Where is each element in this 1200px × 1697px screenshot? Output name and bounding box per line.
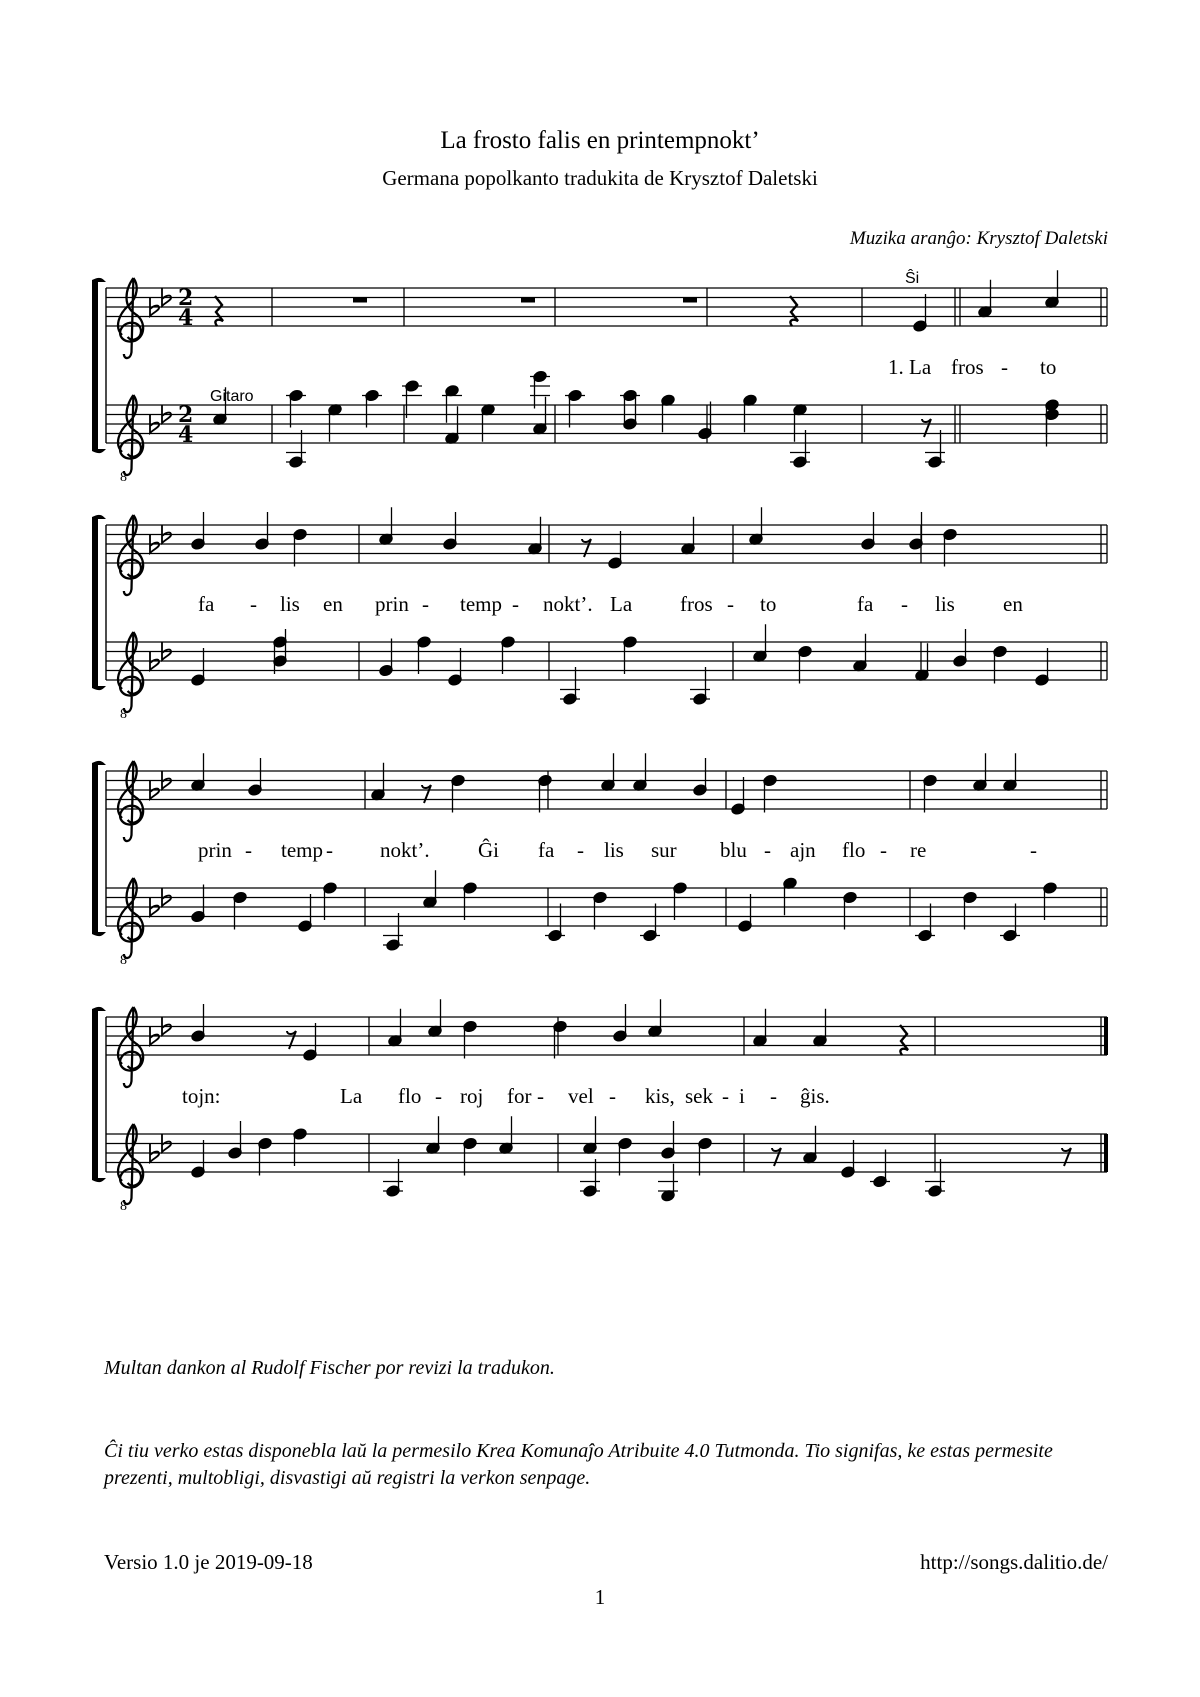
key-signature-flats: [150, 288, 171, 316]
lyric-syllable: i: [739, 1084, 745, 1108]
lyric-syllable: -: [245, 838, 252, 862]
notes-layer: [191, 270, 1071, 1202]
lyric-syllable: -: [435, 1084, 442, 1108]
instrument-label: Gitaro: [210, 388, 254, 405]
lyric-syllable: -: [537, 1084, 544, 1108]
octave-marking: 8: [120, 1199, 127, 1214]
website-url: http://songs.dalitio.de/: [920, 1550, 1108, 1574]
system-bracket: [92, 761, 106, 936]
chord-symbol: Ŝi: [905, 270, 920, 287]
key-signature-flats: [150, 771, 171, 799]
time-signature-top: 2: [178, 285, 194, 311]
key-signature-flats: [150, 1134, 171, 1162]
lyric-syllable: en: [1003, 592, 1023, 616]
lyric-syllable: Ĝi: [478, 838, 499, 862]
lyric-syllable: kis,: [645, 1084, 675, 1108]
guitar-staff: [106, 395, 1107, 475]
lyric-syllable: -: [609, 1084, 616, 1108]
treble-clef-icon: [118, 878, 143, 958]
song-subtitle: Germana popolkanto tradukita de Krysztof Daletski: [382, 166, 818, 190]
lyric-syllable: -: [326, 838, 333, 862]
system-bracket: [92, 278, 106, 453]
key-signature-flats: [150, 888, 171, 916]
treble-clef-icon: [118, 1124, 143, 1204]
lyric-syllable: to: [1040, 355, 1057, 379]
lyric-syllable: temp: [281, 838, 323, 862]
lyric-syllable: La: [610, 592, 633, 616]
guitar-staff: [106, 1124, 1107, 1204]
lyric-syllable: ajn: [790, 838, 816, 862]
eighth-rest-icon: [772, 1148, 781, 1166]
lyric-syllable: blu: [720, 838, 747, 862]
lyric-syllable: fa: [857, 592, 874, 616]
lyric-syllable: lis: [280, 592, 300, 616]
lyric-syllable: nokt’.: [543, 592, 593, 616]
guitar-staff: [106, 632, 1107, 712]
lyric-syllable: prin: [198, 838, 232, 862]
voice-staff: [106, 515, 1107, 595]
voice-staff: [106, 1007, 1107, 1087]
octave-marking: 8: [120, 470, 127, 485]
lyric-syllable: for: [507, 1084, 532, 1108]
time-signature-top: 2: [178, 402, 194, 428]
thanks-note: Multan dankon al Rudolf Fischer por revizi la tradukon.: [104, 1357, 555, 1379]
arranger-credit: Muzika aranĝo: Krysztof Daletski: [849, 228, 1108, 249]
whole-rest-icon: [521, 298, 535, 303]
voice-staff: [106, 761, 1107, 841]
lyric-syllable: -: [880, 838, 887, 862]
time-signature-bottom: 4: [178, 422, 194, 448]
lyric-syllable: flo: [398, 1084, 422, 1108]
staff-systems: [92, 278, 1108, 1214]
treble-clef-icon: [118, 278, 143, 358]
system-bracket: [92, 515, 106, 690]
final-barline-thick: [1104, 1017, 1108, 1055]
lyric-syllable: re: [910, 838, 927, 862]
lyric-syllable: -: [770, 1084, 777, 1108]
lyric-syllable: -: [764, 838, 771, 862]
eighth-rest-icon: [287, 1031, 296, 1049]
eighth-rest-icon: [582, 539, 591, 557]
lyric-syllable: -: [1001, 355, 1008, 379]
system-bracket: [92, 1007, 106, 1182]
lyric-syllable: en: [323, 592, 343, 616]
license-text: Ĉi tiu verko estas disponebla laŭ la permesilo Krea Komunaĵo Atribuite 4.0 Tutmonda. Tio signifas, ke estas permesite prezenti, multobligi, disvastigi aŭ registri la verkon senpage.: [104, 1440, 1053, 1489]
page-number: 1: [594, 1585, 606, 1609]
lyric-syllable: tojn:: [182, 1084, 221, 1108]
lyric-syllable: vel: [568, 1084, 594, 1108]
treble-clef-icon: [118, 1007, 143, 1087]
treble-clef-icon: [118, 632, 143, 712]
lyrics-layer: [182, 355, 1056, 1108]
lyric-syllable: to: [760, 592, 777, 616]
whole-rest-icon: [353, 298, 367, 303]
lyric-syllable: ĝis.: [800, 1084, 830, 1108]
lyric-syllable: lis: [604, 838, 624, 862]
lyric-syllable: -: [722, 1084, 729, 1108]
lyric-syllable: lis: [935, 592, 955, 616]
lyric-syllable: -: [422, 592, 429, 616]
version-info: Versio 1.0 je 2019-09-18: [104, 1550, 313, 1574]
key-signature-flats: [150, 642, 171, 670]
octave-marking: 8: [120, 707, 127, 722]
treble-clef-icon: [118, 515, 143, 595]
lyric-syllable: -: [1030, 838, 1037, 862]
lyric-syllable: fros: [951, 355, 984, 379]
key-signature-flats: [150, 1017, 171, 1045]
lyric-syllable: flo: [842, 838, 866, 862]
lyric-syllable: 1. La: [888, 355, 932, 379]
key-signature-flats: [150, 405, 171, 433]
quarter-rest-icon: [790, 296, 798, 326]
lyric-syllable: sur: [651, 838, 677, 862]
lyric-syllable: -: [512, 592, 519, 616]
song-title: La frosto falis en printempnokt’: [440, 127, 760, 154]
lyric-syllable: fa: [198, 592, 215, 616]
octave-marking: 8: [120, 953, 127, 968]
lyric-syllable: La: [340, 1084, 363, 1108]
lyric-syllable: fros: [680, 592, 713, 616]
eighth-rest-icon: [1062, 1148, 1071, 1166]
quarter-rest-icon: [900, 1025, 908, 1055]
quarter-rest-icon: [215, 296, 223, 326]
lyric-syllable: -: [901, 592, 908, 616]
guitar-staff: [106, 878, 1107, 958]
lyric-syllable: nokt’.: [380, 838, 430, 862]
lyric-syllable: sek: [685, 1084, 713, 1108]
lyric-syllable: -: [250, 592, 257, 616]
lyric-syllable: -: [727, 592, 734, 616]
whole-rest-icon: [683, 298, 697, 303]
time-signature-bottom: 4: [178, 305, 194, 331]
lyric-syllable: -: [577, 838, 584, 862]
voice-staff: [106, 278, 1107, 358]
lyric-syllable: temp: [460, 592, 502, 616]
treble-clef-icon: [118, 395, 143, 475]
final-barline-thick: [1104, 1134, 1108, 1172]
treble-clef-icon: [118, 761, 143, 841]
lyric-syllable: roj: [460, 1084, 484, 1108]
lyric-syllable: fa: [538, 838, 555, 862]
key-signature-flats: [150, 525, 171, 553]
eighth-rest-icon: [922, 419, 931, 437]
eighth-rest-icon: [422, 785, 431, 803]
lyric-syllable: prin: [375, 592, 409, 616]
